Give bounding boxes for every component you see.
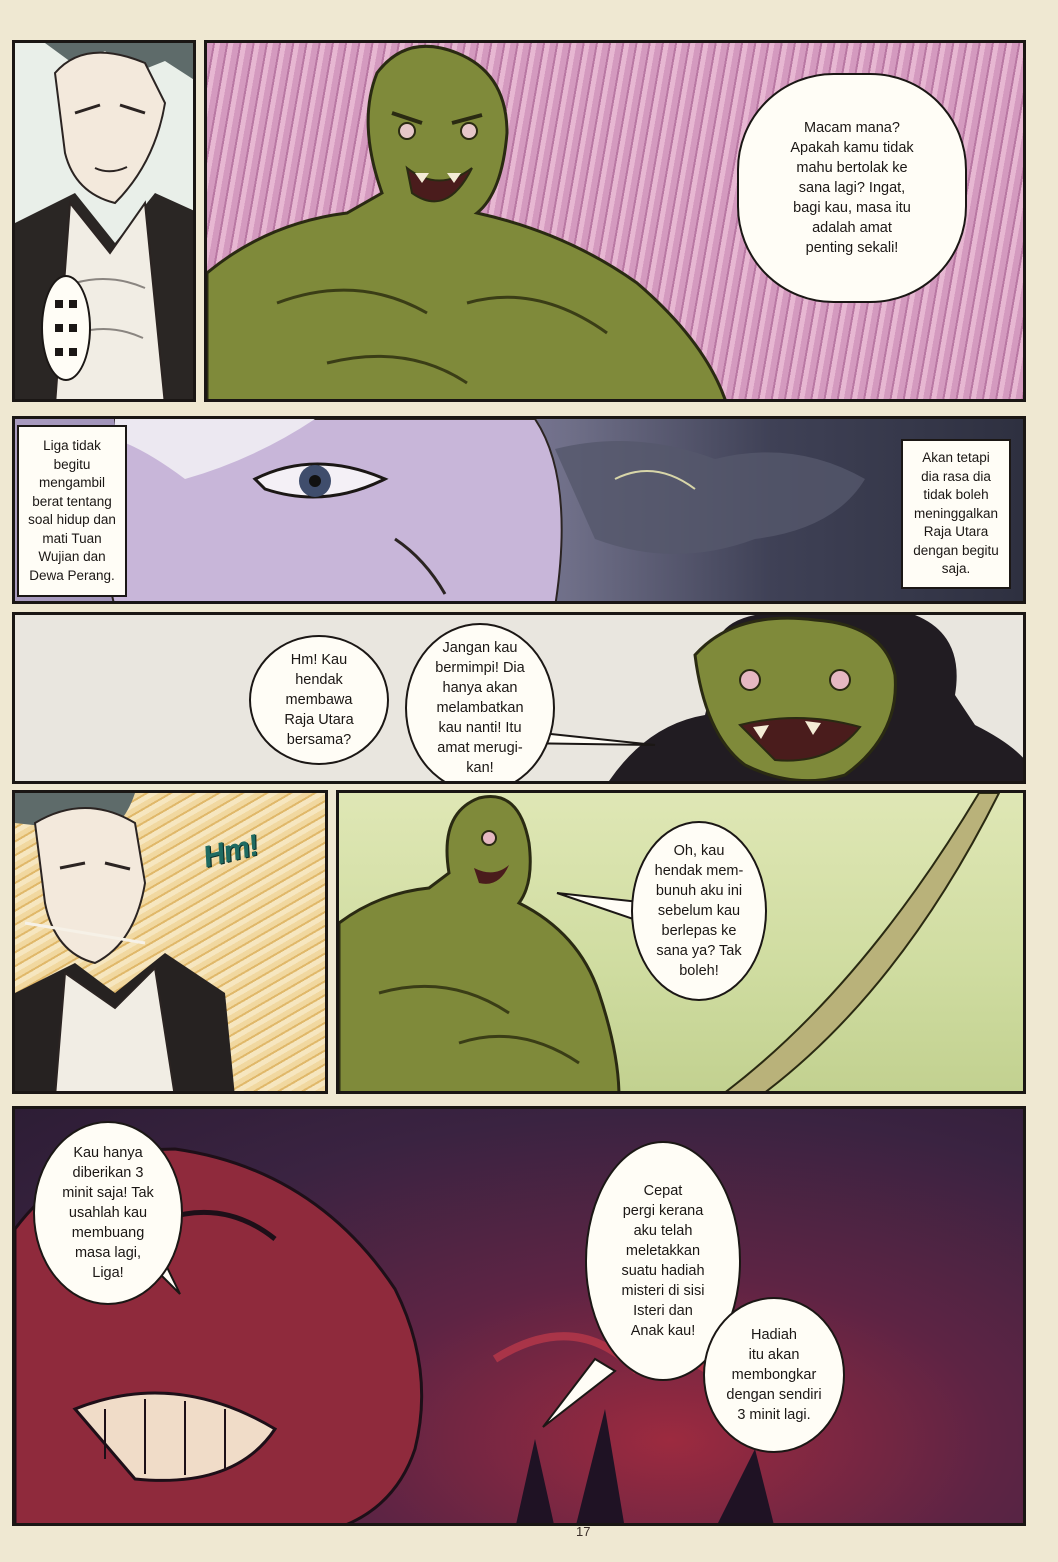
ellipsis-vertical-icon xyxy=(53,298,79,358)
panel-liga-closeup xyxy=(12,416,1026,604)
page-number: 17 xyxy=(576,1524,591,1539)
speech-balloon-left: Kau hanya diberikan 3 minit saja! Tak usahlah kau membuang masa lagi, Liga! xyxy=(33,1121,183,1305)
panel-liga-reaction xyxy=(12,790,328,1094)
panel-liga-portrait xyxy=(12,40,196,402)
monster-speech-balloon: Macam mana? Apakah kamu tidak mahu bertolak ke sana lagi? Ingat, bagi kau, masa itu adalah amat penting sekali! xyxy=(737,73,967,303)
monster-speech-balloon-2: Jangan kau bermimpi! Dia hanya akan melambatkan kau nanti! Itu amat merugi- kan! xyxy=(405,623,555,784)
liga-speech-balloon: Hm! Kau hendak membawa Raja Utara bersama? xyxy=(249,635,389,765)
sound-effect-hm: Hm! xyxy=(199,828,262,875)
panel-monster-green xyxy=(336,790,1026,1094)
liga-figure-illustration-2 xyxy=(15,793,328,1094)
speech-balloon-right: Hadiah itu akan membongkar dengan sendiri 3 minit lagi. xyxy=(703,1297,845,1453)
monster-speech-balloon-3: Oh, kau hendak mem- bunuh aku ini sebelum kau berlepas ke sana ya? Tak boleh! xyxy=(631,821,767,1001)
silence-balloon xyxy=(41,275,91,381)
caption-left: Liga tidak begitu mengambil berat tentang soal hidup dan mati Tuan Wujian dan Dewa Perang. xyxy=(17,425,127,597)
panel-red-face xyxy=(12,1106,1026,1526)
speech-balloon-middle: Cepat pergi kerana aku telah meletakkan suatu hadiah misteri di sisi Isteri dan Anak kau! xyxy=(585,1141,741,1381)
panel-dialogue-monster xyxy=(12,612,1026,784)
panel-monster-speedlines xyxy=(204,40,1026,402)
liga-eye-illustration xyxy=(15,419,1026,604)
caption-right: Akan tetapi dia rasa dia tidak boleh meninggalkan Raja Utara dengan begitu saja. xyxy=(901,439,1011,589)
